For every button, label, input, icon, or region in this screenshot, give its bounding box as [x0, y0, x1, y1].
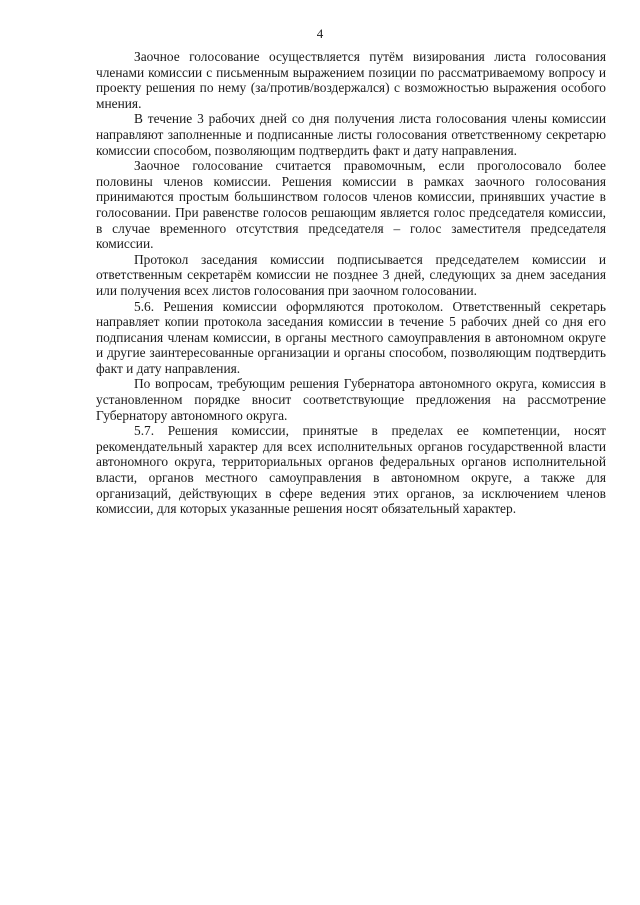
document-body [96, 49, 606, 517]
paragraph-voting-deadline: В течение 3 рабочих дней со дня получения листа голосования члены комиссии направляют заполненные и подписанные листы голосования ответственному секретарю комиссии способом, позволяющим подтвердить факт и дату направления. [96, 111, 606, 158]
paragraph-protocol-signing: Протокол заседания комиссии подписывается председателем комиссии и ответственным секретарём комиссии не позднее 3 дней, следующих за днем заседания или получения всех листов голосования при заочном голосовании. [96, 251, 606, 298]
paragraph-quorum: Заочное голосование считается правомочным, если проголосовало более половины членов комиссии. Решения комиссии в рамках заочного голосования принимаются простым большинством голосов членов комиссии, принявших участие в голосовании. При равенстве голосов решающим является голос председателя комиссии, в случае временного отсутствия председателя – голос заместителя председателя комиссии. [96, 158, 606, 252]
page-number: 4 [316, 26, 324, 41]
paragraph-5-7-decisions: 5.7. Решения комиссии, принятые в пределах ее компетенции, носят рекомендательный характер для всех исполнительных органов государственной власти автономного округа, территориальных органов федеральных органов исполнительной власти, органов местного самоуправления в автономном округе, а также для организаций, действующих в сфере ведения этих органов, за исключением членов комиссии, для которых указанные решения носят обязательный характер. [96, 423, 606, 517]
paragraph-absentee-voting: Заочное голосование осуществляется путём визирования листа голосования членами комиссии с письменным выражением позиции по рассматриваемому вопросу и проекту решения по нему (за/против/воздержался) с возможностью выражения особого мнения. [96, 49, 606, 111]
paragraph-5-6-decisions: 5.6. Решения комиссии оформляются протоколом. Ответственный секретарь направляет копии протокола заседания комиссии в течение 5 рабочих дней со дня его подписания членам комиссии, в органы местного самоуправления в автономном округе и другие заинтересованные организации и органы способом, позволяющим подтвердить факт и дату направления. [96, 298, 606, 376]
paragraph-governor-proposals: По вопросам, требующим решения Губернатора автономного округа, комиссия в установленном порядке вносит соответствующие предложения на рассмотрение Губернатору автономного округа. [96, 376, 606, 423]
